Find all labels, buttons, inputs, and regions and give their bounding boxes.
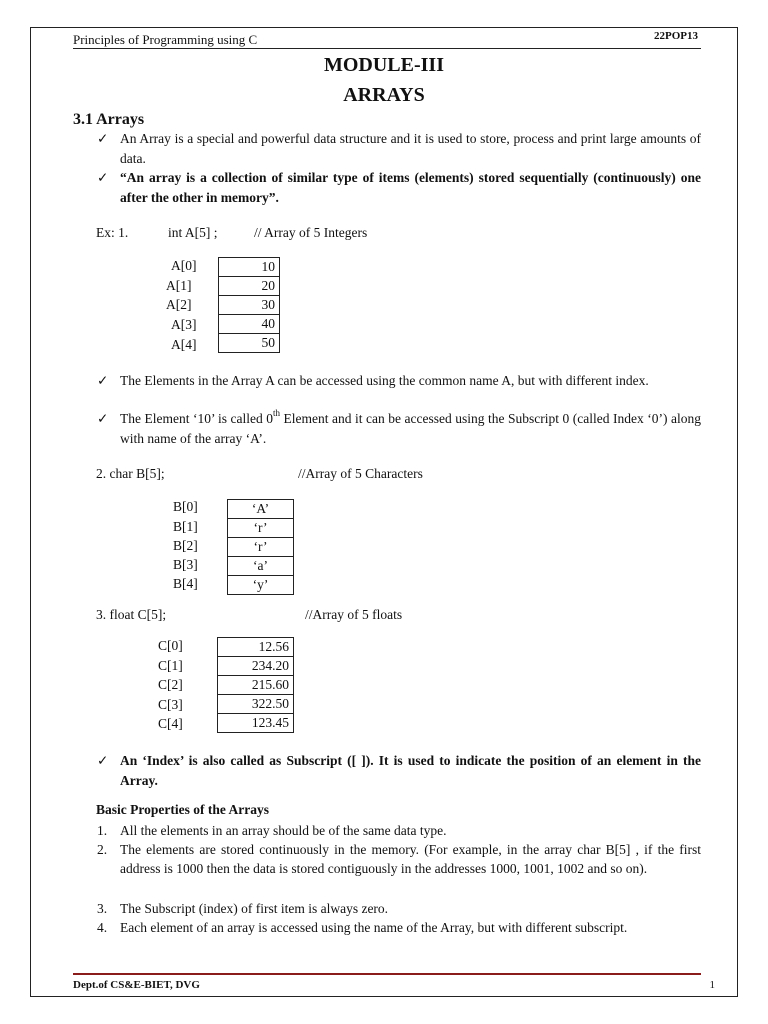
footer-rule: [73, 973, 701, 975]
header-rule: [73, 48, 701, 49]
check-icon: ✓: [97, 373, 109, 388]
list-number: 1.: [97, 823, 108, 838]
array-a-label: A[0]: [171, 258, 197, 273]
check-icon: ✓: [97, 753, 109, 768]
array-c-cell: 215.60: [218, 676, 294, 695]
list-item: [97, 899, 701, 918]
array-a-label: A[1]: [166, 278, 192, 293]
example1-prefix: Ex: 1.: [96, 225, 129, 240]
list-item: [97, 840, 701, 897]
array-a-cell: 10: [219, 258, 280, 277]
list-number: 4.: [97, 920, 108, 935]
array-c-label: C[3]: [158, 697, 183, 712]
example3-decl: 3. float C[5];: [96, 607, 167, 622]
array-a-table: [218, 257, 280, 353]
topic-title: ARRAYS: [343, 84, 425, 106]
header-course: Principles of Programming using C: [73, 32, 258, 47]
example1-decl: int A[5] ;: [168, 225, 218, 240]
array-b-label: B[4]: [173, 576, 198, 591]
example2-decl: 2. char B[5];: [96, 466, 165, 481]
array-c-label: C[0]: [158, 638, 183, 653]
page-number: 1: [709, 979, 715, 991]
array-c-cell: 123.45: [218, 714, 294, 733]
example2-comment: //Array of 5 Characters: [298, 466, 423, 481]
list-text: All the elements in an array should be of the same data type.: [120, 823, 447, 838]
superscript-th: th: [273, 408, 281, 418]
list-number: 3.: [97, 901, 108, 916]
array-c-cell: 12.56: [218, 638, 294, 657]
bullet-access-1: The Elements in the Array A can be accessed using the common name A, but with different index.: [120, 373, 649, 388]
array-b-label: B[3]: [173, 557, 198, 572]
list-text: The Subscript (index) of first item is always zero.: [120, 901, 389, 916]
array-b-cell: ‘a’: [228, 557, 294, 576]
array-b-label: B[2]: [173, 538, 198, 553]
footer-dept: Dept.of CS&E-BIET, DVG: [73, 979, 200, 991]
array-c-cell: 322.50: [218, 695, 294, 714]
array-b-label: B[0]: [173, 499, 198, 514]
example3-comment: //Array of 5 floats: [305, 607, 403, 622]
array-b-label: B[1]: [173, 519, 198, 534]
array-b-cell: ‘r’: [228, 519, 294, 538]
array-a-cell: 40: [219, 315, 280, 334]
check-icon: ✓: [97, 131, 109, 146]
list-number: 2.: [97, 842, 108, 857]
properties-heading: Basic Properties of the Arrays: [96, 802, 269, 817]
bullet-index: An ‘Index’ is also called as Subscript ([ ]). It is used to indicate the position of an element in the Array.: [120, 753, 701, 788]
example1-comment: // Array of 5 Integers: [254, 225, 368, 240]
array-c-table: [217, 637, 294, 733]
list-text: Each element of an array is accessed using the name of the Array, but with different subscript.: [120, 920, 628, 935]
array-b-table: [227, 499, 294, 595]
bullet-access-2: [120, 409, 701, 448]
array-b-cell: ‘y’: [228, 576, 294, 595]
array-c-label: C[1]: [158, 658, 183, 673]
list-item: [97, 918, 701, 956]
list-text: The elements are stored continuously in the memory. (For example, in the array char B[5] , if the first address is 1000 then the data is stored contiguously in the addresses 1000, 1001, 1002 and so on).: [120, 842, 701, 876]
header-code: 22POP13: [654, 30, 698, 42]
array-c-cell: 234.20: [218, 657, 294, 676]
module-title: MODULE-III: [323, 54, 444, 76]
check-icon: ✓: [97, 170, 109, 185]
array-b-cell: ‘A’: [228, 500, 294, 519]
array-c-label: C[2]: [158, 677, 183, 692]
list-item: [97, 821, 701, 840]
array-a-label: A[2]: [166, 297, 192, 312]
array-a-cell: 30: [219, 296, 280, 315]
section-heading: 3.1 Arrays: [73, 111, 145, 128]
array-a-cell: 50: [219, 334, 280, 353]
check-icon: ✓: [97, 411, 109, 426]
array-a-cell: 20: [219, 277, 280, 296]
array-b-cell: ‘r’: [228, 538, 294, 557]
array-c-label: C[4]: [158, 716, 183, 731]
bullet-intro-1: An Array is a special and powerful data structure and it is used to store, process and print large amounts of data.: [120, 131, 701, 166]
array-a-label: A[4]: [171, 337, 197, 352]
bullet-access-2-pre: The Element ‘10’ is called 0: [120, 411, 273, 426]
array-a-label: A[3]: [171, 317, 197, 332]
bullet-access-2-post: Element and it can be accessed using the Subscript 0 (called Index ‘0’) along with name of the array ‘A’.: [120, 411, 701, 446]
bullet-intro-2: “An array is a collection of similar type of items (elements) stored sequentially (continuously) one after the other in memory”.: [120, 170, 701, 205]
